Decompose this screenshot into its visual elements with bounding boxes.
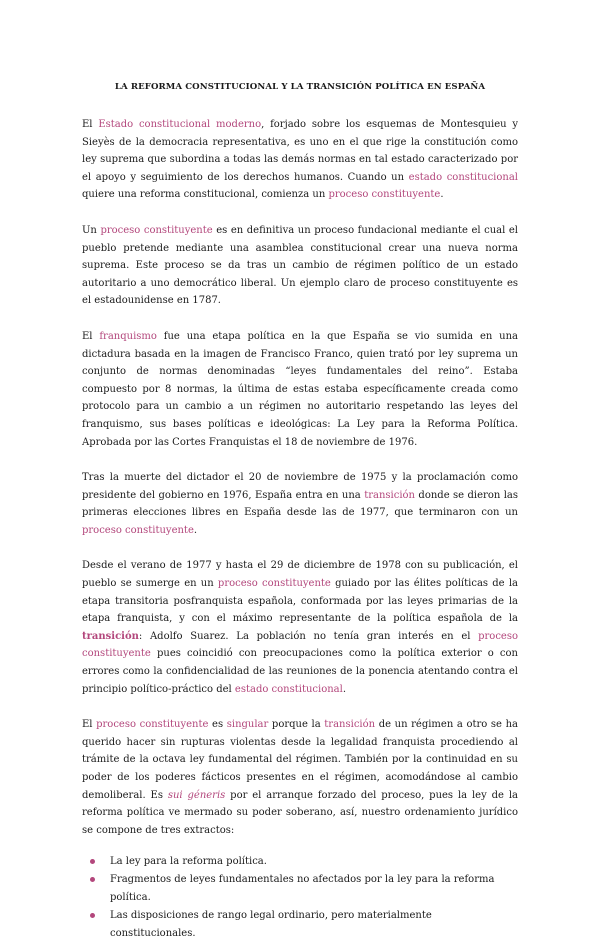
highlight-transicion: transición xyxy=(364,489,415,501)
bullet-dot-icon xyxy=(90,877,95,882)
paragraph-transicion: Tras la muerte del dictador el 20 de noviembre de 1975 y la proclamación como presidente del gobierno en 1976, España entra en una transición donde se dieron las primeras elecciones libres en España desde las de 1977, que terminaron con un proceso constituyente. xyxy=(82,472,519,536)
highlight-transicion: transición xyxy=(324,719,376,731)
extracts-list xyxy=(82,853,518,943)
paragraph-franquismo: El franquismo fue una etapa política en la que España se vio sumida en una dictadura basada en la imagen de Francisco Franco, quien trató por ley suprema un conjunto de normas denominadas “leyes fundamentales del reino”. Estaba compuesto por 8 normas, la última de estas estaba específicamente creada como protocolo para un cambio a un régimen no autoritario respetando las leyes del franquismo, sus bases políticas e ideológicas: La Ley para la Reforma Política. Aprobada por las Cortes Franquistas el 18 de noviembre de 1976. xyxy=(82,330,518,448)
list-item: Fragmentos de leyes fundamentales no afectados por la ley para la reforma política. xyxy=(90,871,518,907)
highlight-franquismo: franquismo xyxy=(99,330,157,342)
highlight-transicion-bold: transición xyxy=(82,630,139,642)
paragraph-singular: El proceso constituyente es singular porque la transición de un régimen a otro se ha querido hacer sin rupturas violentas desde la legalidad franquista procediendo al trámite de la octava ley fundamental del régimen. También por la continuidad en su poder de los poderes fácticos presentes en el régimen, acomodándose al cambio demoliberal. Es sui géneris por el arranque forzado del proceso, pues la ley de la reforma política ve mermado su poder soberano, así, nuestro ordenamiento jurídico se compone de tres extractos: xyxy=(82,719,518,836)
highlight-proceso-constituyente: proceso constituyente xyxy=(217,578,331,590)
paragraph-estado-constitucional: El Estado constitucional moderno, forjado sobre los esquemas de Montesquieu y Sieyès de la democracia representativa, es uno en el que rige la constitución como ley suprema que subordina a todas las demás normas en tal estado caracterizado por el apoyo y seguimiento de los derechos humanos. Cuando un estado constitucional quiere una reforma constitucional, comienza un proceso constituyente. xyxy=(82,119,519,201)
bullet-dot-icon xyxy=(90,859,95,864)
highlight-sui-generis: sui géneris xyxy=(167,789,226,801)
highlight-proceso-constituyente: proceso constituyente xyxy=(82,524,194,536)
highlight-estado-constitucional: estado constitucional xyxy=(234,683,343,695)
highlight-estado-constitucional: estado constitucional xyxy=(408,171,518,183)
highlight-proceso-constituyente: proceso constituyente xyxy=(328,189,441,201)
paragraph-desde-1977: Desde el verano de 1977 y hasta el 29 de diciembre de 1978 con su publicación, el pueblo se sumerge en un proceso constituyente guiado por las élites políticas de la etapa transitoria posfranquista española, conformada por las leyes primarias de la etapa franquista, y con el máximo representante de la política española de la transición: Adolfo Suarez. La población no tenía gran interés en el proceso constituyente pues coincidió con preocupaciones como la política exterior o con errores como la confidencialidad de las reuniones de la ponencia atentando contra el principio político-práctico del estado constitucional. xyxy=(82,560,518,695)
highlight-estado-constitucional-moderno: Estado constitucional moderno xyxy=(98,119,262,130)
bullet-dot-icon xyxy=(90,913,95,918)
paragraph-proceso-constituyente: Un proceso constituyente es en definitiva un proceso fundacional mediante el cual el pueblo pretende mediante una asamblea constitucional crear una nueva norma suprema. Este proceso se da tras un cambio de régimen político de un estado autoritario a uno democrático liberal. Un ejemplo claro de proceso constituyente es el estadounidense en 1787. xyxy=(82,224,519,307)
highlight-proceso-constituyente: proceso constituyente xyxy=(96,719,209,731)
list-item: La ley para la reforma política. xyxy=(90,853,518,871)
highlight-proceso-constituyente: proceso constituyente xyxy=(82,630,518,660)
highlight-proceso-constituyente: proceso constituyente xyxy=(100,224,213,236)
document-title: LA REFORMA CONSTITUCIONAL Y LA TRANSICIÓN POLÍTICA EN ESPAÑA xyxy=(114,82,486,92)
highlight-singular: singular xyxy=(226,719,269,731)
list-item: Las disposiciones de rango legal ordinario, pero materialmente constitucionales. xyxy=(90,907,518,943)
